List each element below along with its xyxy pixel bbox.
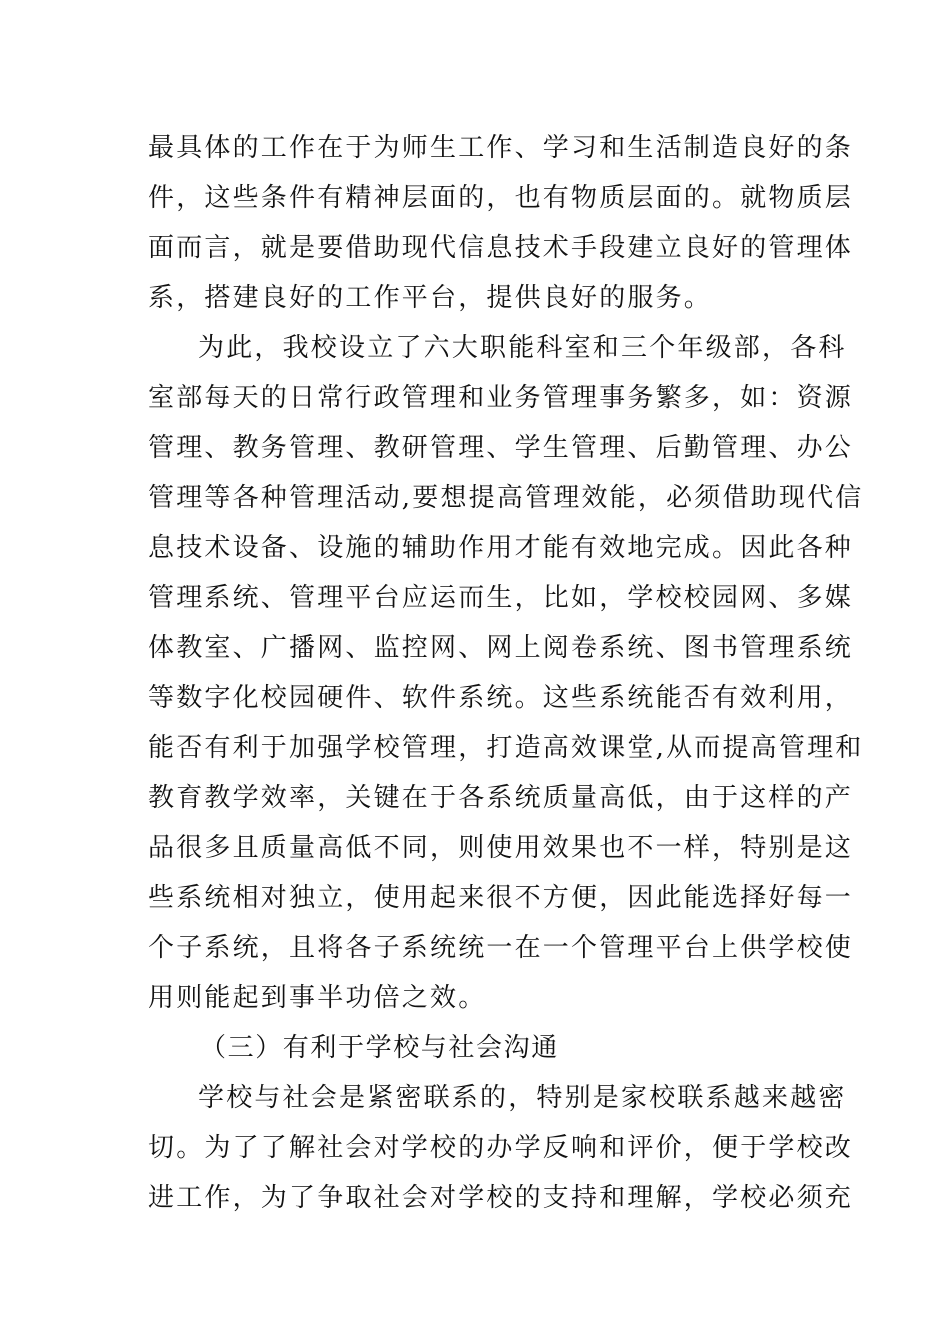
paragraph-first-line: 学校与社会是紧密联系的，特别是家校联系越来越密 (198, 1083, 847, 1113)
text-line: 能否有利于加强学校管理，打造高效课堂,从而提高管理和 (148, 733, 864, 763)
text-line: 切。为了了解社会对学校的办学反响和评价，便于学校改 (148, 1133, 854, 1163)
text-line: 管理系统、管理平台应运而生，比如，学校校园网、多媒 (148, 583, 854, 613)
text-line: 管理、教务管理、教研管理、学生管理、后勤管理、办公 (148, 433, 854, 463)
text-line: 些系统相对独立，使用起来很不方便，因此能选择好每一 (148, 883, 854, 913)
text-line: 品很多且质量高低不同，则使用效果也不一样，特别是这 (148, 833, 854, 863)
text-line: 等数字化校园硬件、软件系统。这些系统能否有效利用， (148, 683, 854, 713)
text-line: 最具体的工作在于为师生工作、学习和生活制造良好的条 (148, 133, 854, 163)
text-line: 室部每天的日常行政管理和业务管理事务繁多，如：资源 (148, 383, 854, 413)
text-line: 进工作，为了争取社会对学校的支持和理解，学校必须充 (148, 1183, 854, 1213)
paragraph-first-line: 为此，我校设立了六大职能科室和三个年级部，各科 (198, 333, 847, 363)
text-line: 用则能起到事半功倍之效。 (148, 983, 487, 1013)
text-line: 管理等各种管理活动,要想提高管理效能，必须借助现代信 (148, 483, 864, 513)
text-line: 息技术设备、设施的辅助作用才能有效地完成。因此各种 (148, 533, 854, 563)
text-line: 体教室、广播网、监控网、网上阅卷系统、图书管理系统 (148, 633, 854, 663)
text-line: 面而言，就是要借助现代信息技术手段建立良好的管理体 (148, 233, 854, 263)
text-line: 件，这些条件有精神层面的，也有物质层面的。就物质层 (148, 183, 854, 213)
text-line: 个子系统，且将各子系统统一在一个管理平台上供学校使 (148, 933, 854, 963)
text-line: 教育教学效率，关键在于各系统质量高低，由于这样的产 (148, 783, 854, 813)
section-heading: （三）有利于学校与社会沟通 (200, 1033, 559, 1063)
text-line: 系，搭建良好的工作平台，提供良好的服务。 (148, 283, 713, 313)
